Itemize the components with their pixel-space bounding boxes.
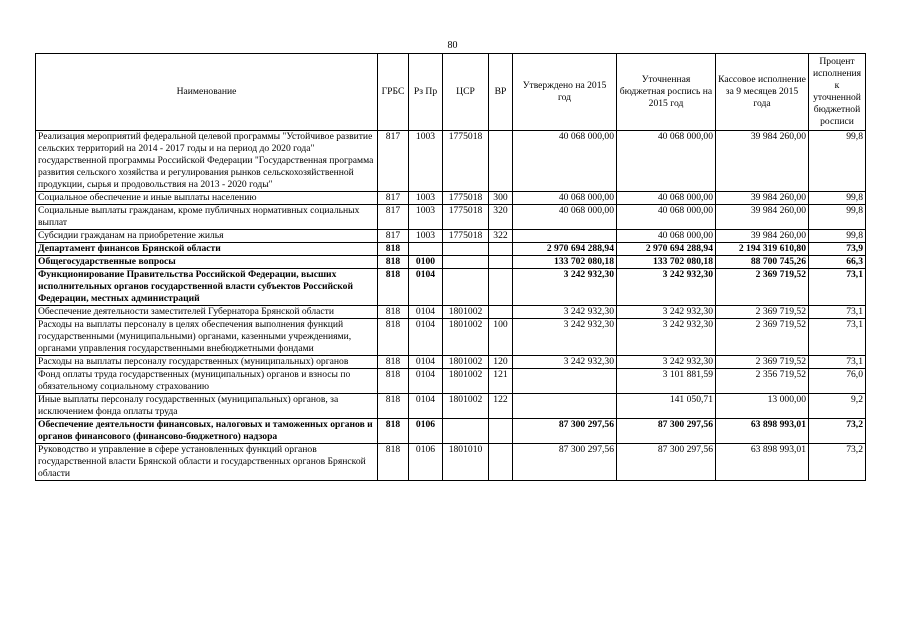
cell-grbs: 818 [378,243,409,256]
cell-percent: 99,8 [809,192,866,205]
cell-cash: 39 984 260,00 [716,230,809,243]
cell-rzpr: 1003 [409,230,443,243]
cell-refined: 3 242 932,30 [617,356,716,369]
cell-refined: 3 242 932,30 [617,269,716,306]
cell-vr [489,243,513,256]
cell-percent: 73,1 [809,356,866,369]
cell-cash: 2 369 719,52 [716,356,809,369]
cell-name: Реализация мероприятий федеральной целевой программы "Устойчивое развитие сельских территорий на 2014 - 2017 годы и на период до 2020 года" государственной программы Российской Федерации "Государственная программа развития сельского хозяйства и регулирования рынков сельскохозяйственной продукции, сырья и продовольствия на 2013 - 2020 годы" [36,131,378,192]
table-row [36,369,866,394]
cell-vr [489,444,513,481]
cell-name: Расходы на выплаты персоналу в целях обеспечения выполнения функций государственными (муниципальными) органами, казенными учреждениями, органами управления государственными внебюджетными фондами [36,319,378,356]
cell-csr: 1801002 [443,369,489,394]
cell-rzpr: 0104 [409,394,443,419]
cell-percent: 99,8 [809,205,866,230]
cell-percent: 73,1 [809,319,866,356]
cell-cash: 63 898 993,01 [716,419,809,444]
cell-refined: 133 702 080,18 [617,256,716,269]
cell-vr [489,131,513,192]
cell-approved: 3 242 932,30 [513,306,617,319]
cell-percent: 73,9 [809,243,866,256]
cell-rzpr: 0106 [409,444,443,481]
table-row [36,394,866,419]
cell-rzpr: 0100 [409,256,443,269]
header-name: Наименование [36,54,378,131]
table-row [36,205,866,230]
cell-grbs: 818 [378,369,409,394]
cell-approved [513,230,617,243]
cell-refined: 40 068 000,00 [617,192,716,205]
cell-percent: 76,0 [809,369,866,394]
cell-rzpr: 0104 [409,269,443,306]
cell-grbs: 817 [378,230,409,243]
cell-name: Руководство и управление в сфере установленных функций органов государственной власти Брянской области и государственных органов Брянской области [36,444,378,481]
cell-cash: 39 984 260,00 [716,131,809,192]
cell-refined: 3 242 932,30 [617,306,716,319]
cell-rzpr: 1003 [409,131,443,192]
cell-refined: 87 300 297,56 [617,444,716,481]
cell-vr: 320 [489,205,513,230]
cell-csr: 1801010 [443,444,489,481]
table-row [36,230,866,243]
cell-name: Социальные выплаты гражданам, кроме публичных нормативных социальных выплат [36,205,378,230]
cell-csr: 1775018 [443,192,489,205]
cell-rzpr: 0104 [409,306,443,319]
cell-rzpr: 0106 [409,419,443,444]
cell-cash: 13 000,00 [716,394,809,419]
cell-rzpr: 0104 [409,369,443,394]
cell-name: Социальное обеспечение и иные выплаты населению [36,192,378,205]
cell-name: Фонд оплаты труда государственных (муниципальных) органов и взносы по обязательному социальному страхованию [36,369,378,394]
cell-rzpr: 1003 [409,192,443,205]
cell-approved [513,369,617,394]
cell-percent: 73,1 [809,306,866,319]
cell-cash: 2 356 719,52 [716,369,809,394]
cell-name: Иные выплаты персоналу государственных (муниципальных) органов, за исключением фонда оплаты труда [36,394,378,419]
cell-name: Функционирование Правительства Российской Федерации, высших исполнительных органов государственной власти субъектов Российской Федерации, местных администраций [36,269,378,306]
table-row [36,256,866,269]
cell-csr: 1801002 [443,319,489,356]
table-row [36,419,866,444]
table-row [36,243,866,256]
cell-grbs: 817 [378,192,409,205]
cell-percent: 73,2 [809,444,866,481]
cell-csr: 1801002 [443,356,489,369]
cell-approved: 87 300 297,56 [513,419,617,444]
header-rzpr: Рз Пр [409,54,443,131]
cell-refined: 40 068 000,00 [617,230,716,243]
cell-approved: 40 068 000,00 [513,192,617,205]
cell-refined: 2 970 694 288,94 [617,243,716,256]
cell-vr [489,269,513,306]
cell-approved: 40 068 000,00 [513,205,617,230]
cell-approved: 40 068 000,00 [513,131,617,192]
cell-vr [489,419,513,444]
header-approved: Утверждено на 2015 год [513,54,617,131]
cell-name: Обеспечение деятельности финансовых, налоговых и таможенных органов и органов финансового (финансово-бюджетного) надзора [36,419,378,444]
cell-name: Субсидии гражданам на приобретение жилья [36,230,378,243]
cell-grbs: 818 [378,306,409,319]
cell-grbs: 818 [378,256,409,269]
cell-percent: 99,8 [809,230,866,243]
cell-name: Общегосударственные вопросы [36,256,378,269]
cell-grbs: 818 [378,419,409,444]
budget-execution-table [35,53,866,481]
cell-approved: 2 970 694 288,94 [513,243,617,256]
cell-grbs: 818 [378,269,409,306]
header-percent: Процент исполнения к уточненной бюджетной росписи [809,54,866,131]
cell-refined: 87 300 297,56 [617,419,716,444]
cell-cash: 39 984 260,00 [716,192,809,205]
cell-grbs: 818 [378,394,409,419]
cell-csr [443,256,489,269]
table-row [36,319,866,356]
cell-vr: 300 [489,192,513,205]
cell-name: Расходы на выплаты персоналу государственных (муниципальных) органов [36,356,378,369]
cell-cash: 2 369 719,52 [716,319,809,356]
cell-vr: 121 [489,369,513,394]
cell-vr: 322 [489,230,513,243]
cell-rzpr: 1003 [409,205,443,230]
table-row [36,192,866,205]
cell-refined: 3 242 932,30 [617,319,716,356]
header-vr: ВР [489,54,513,131]
cell-approved [513,394,617,419]
cell-percent: 99,8 [809,131,866,192]
cell-grbs: 818 [378,319,409,356]
cell-cash: 2 194 319 610,80 [716,243,809,256]
cell-percent: 66,3 [809,256,866,269]
cell-csr [443,269,489,306]
page-number: 80 [447,40,458,51]
table-row [36,131,866,192]
table-row [36,444,866,481]
cell-approved: 3 242 932,30 [513,319,617,356]
header-refined: Уточненная бюджетная роспись на 2015 год [617,54,716,131]
cell-refined: 3 101 881,59 [617,369,716,394]
cell-cash: 39 984 260,00 [716,205,809,230]
cell-rzpr [409,243,443,256]
cell-rzpr: 0104 [409,319,443,356]
cell-vr: 120 [489,356,513,369]
cell-vr: 100 [489,319,513,356]
cell-csr: 1775018 [443,230,489,243]
cell-approved: 133 702 080,18 [513,256,617,269]
table-body [36,131,866,481]
cell-approved: 3 242 932,30 [513,269,617,306]
cell-percent: 73,1 [809,269,866,306]
cell-percent: 9,2 [809,394,866,419]
header-cash: Кассовое исполнение за 9 месяцев 2015 года [716,54,809,131]
cell-approved: 3 242 932,30 [513,356,617,369]
cell-csr [443,243,489,256]
cell-csr: 1775018 [443,131,489,192]
cell-cash: 63 898 993,01 [716,444,809,481]
cell-percent: 73,2 [809,419,866,444]
cell-csr: 1801002 [443,394,489,419]
cell-approved: 87 300 297,56 [513,444,617,481]
cell-vr: 122 [489,394,513,419]
cell-grbs: 818 [378,356,409,369]
cell-name: Департамент финансов Брянской области [36,243,378,256]
cell-cash: 88 700 745,26 [716,256,809,269]
cell-refined: 141 050,71 [617,394,716,419]
cell-vr [489,256,513,269]
cell-csr [443,419,489,444]
cell-cash: 2 369 719,52 [716,269,809,306]
table-row [36,269,866,306]
table-row [36,356,866,369]
cell-refined: 40 068 000,00 [617,131,716,192]
table-header-row [36,54,866,131]
cell-grbs: 818 [378,444,409,481]
cell-grbs: 817 [378,205,409,230]
cell-vr [489,306,513,319]
cell-rzpr: 0104 [409,356,443,369]
cell-grbs: 817 [378,131,409,192]
header-grbs: ГРБС [378,54,409,131]
cell-cash: 2 369 719,52 [716,306,809,319]
cell-refined: 40 068 000,00 [617,205,716,230]
header-csr: ЦСР [443,54,489,131]
cell-csr: 1775018 [443,205,489,230]
cell-csr: 1801002 [443,306,489,319]
cell-name: Обеспечение деятельности заместителей Губернатора Брянской области [36,306,378,319]
table-row [36,306,866,319]
